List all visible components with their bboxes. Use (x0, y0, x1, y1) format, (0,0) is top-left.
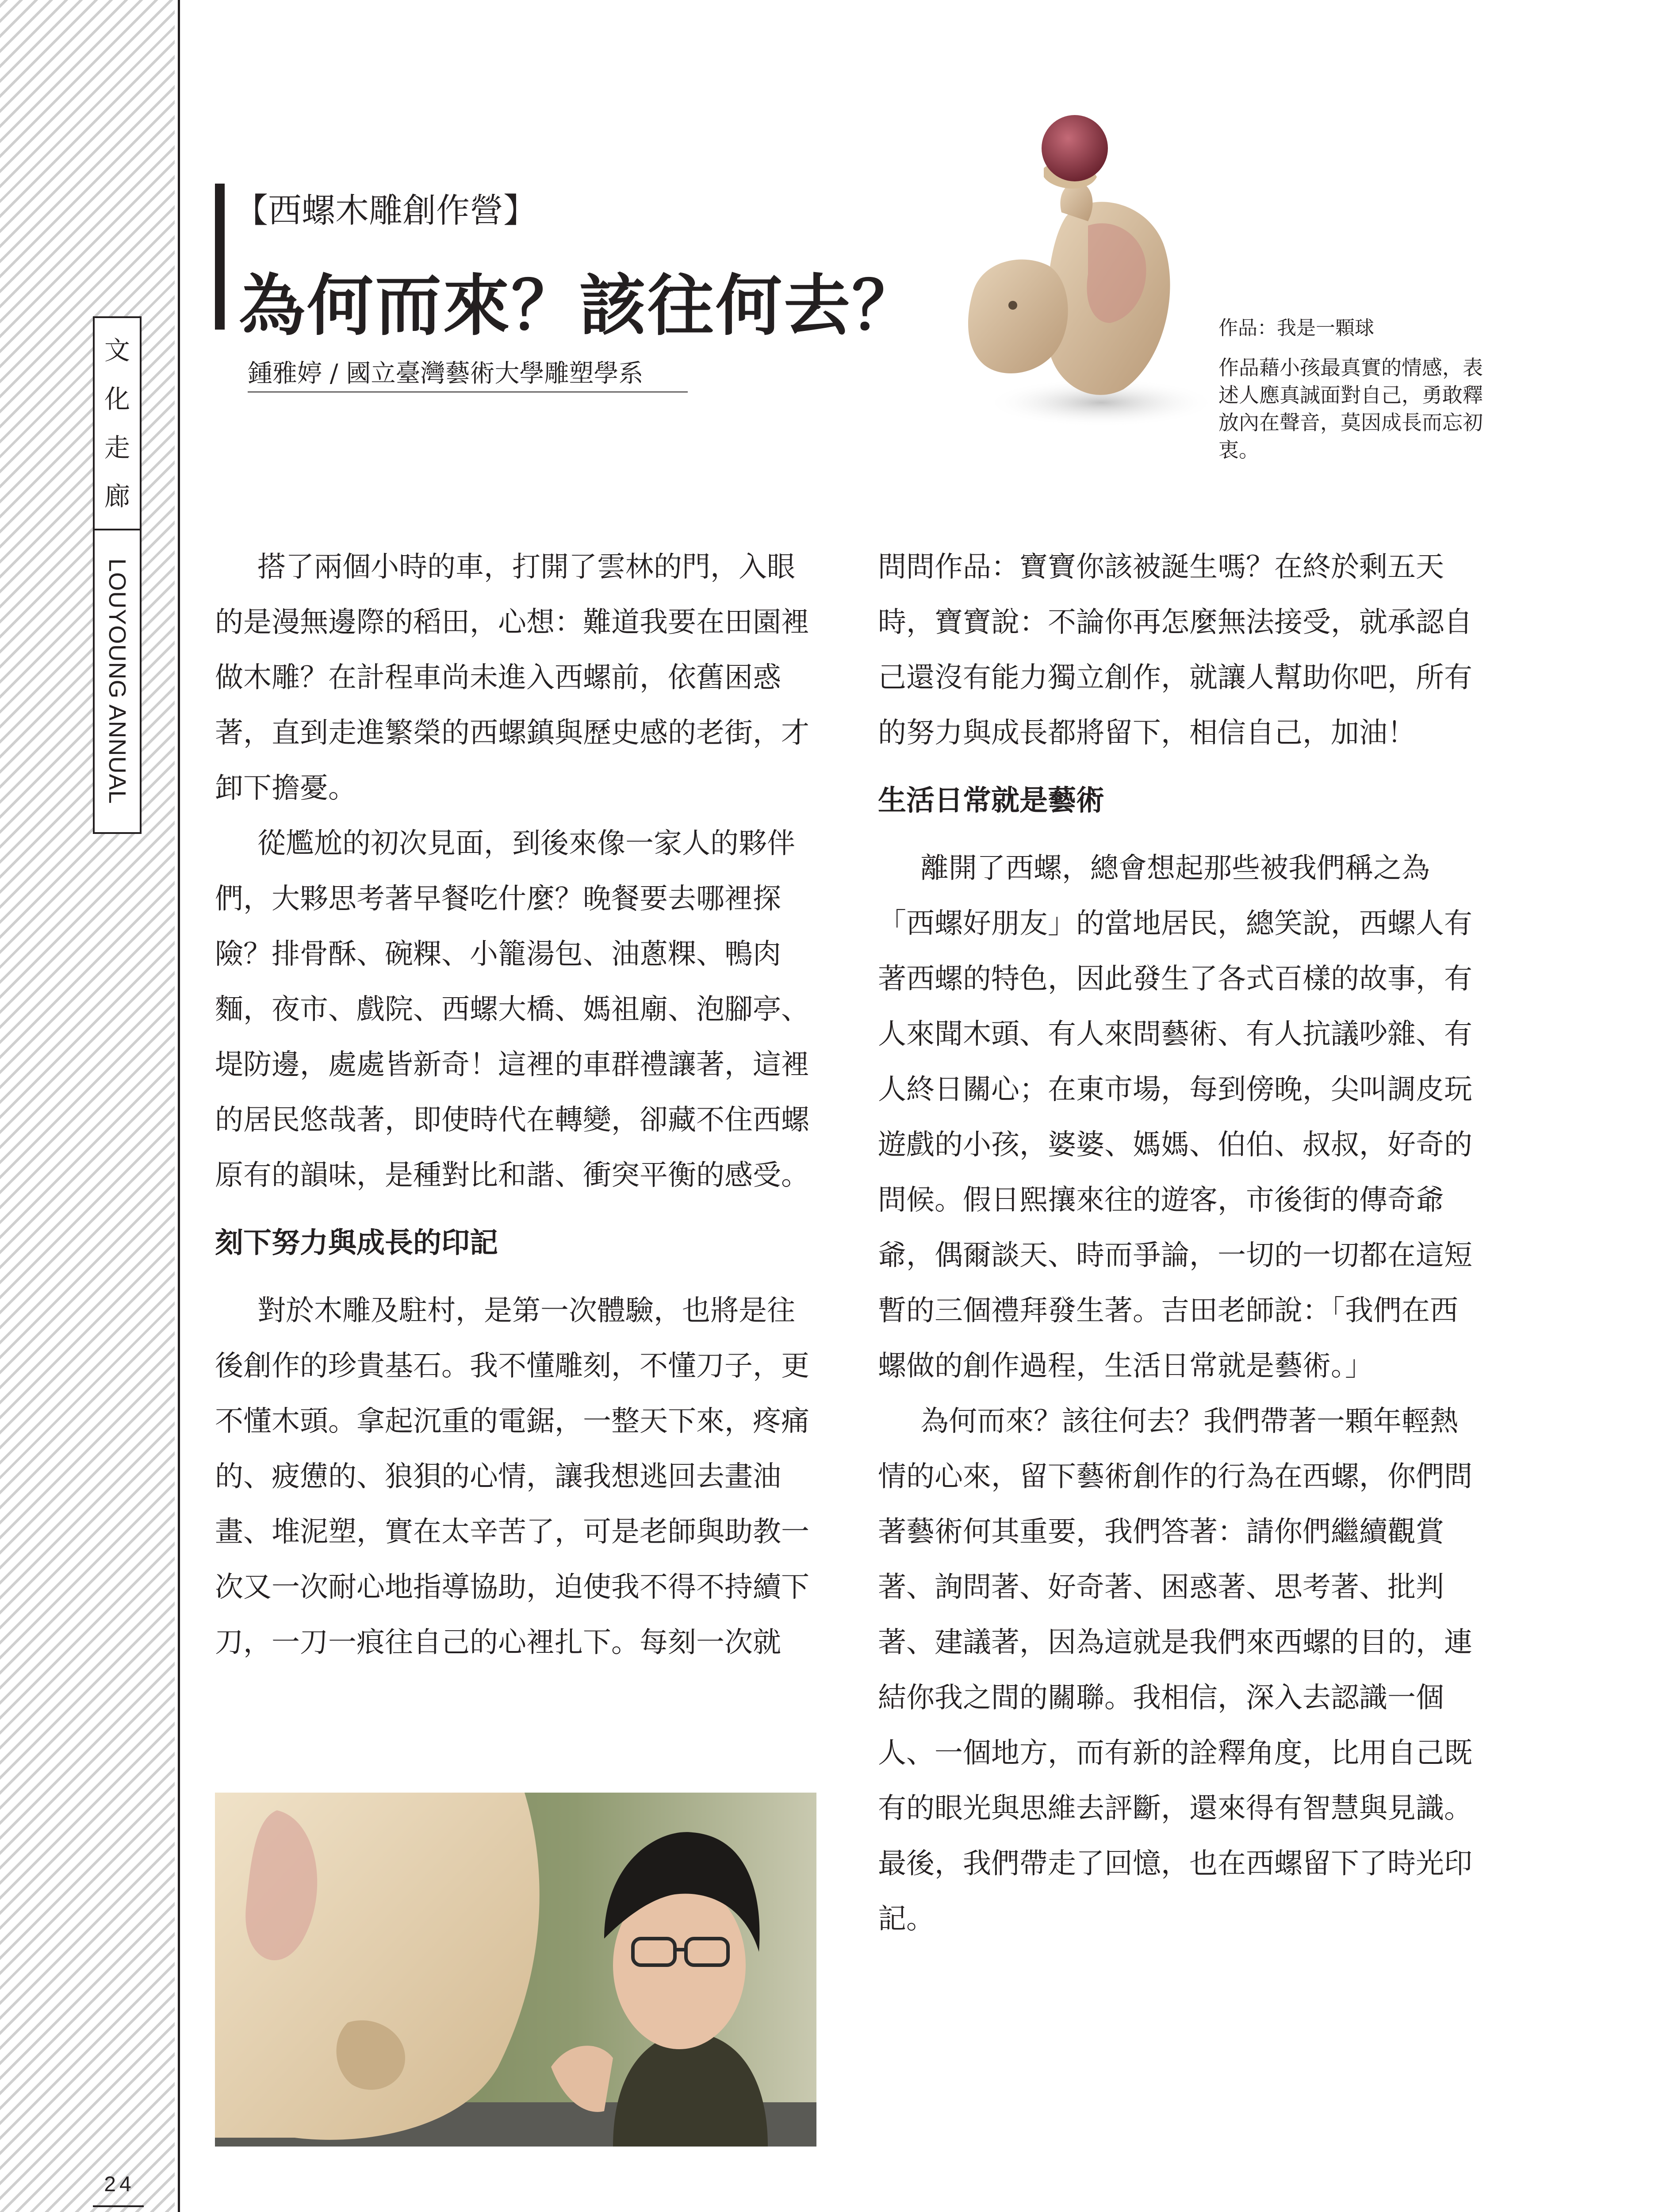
page-number-rule (93, 2205, 144, 2207)
section-label (93, 316, 142, 529)
paragraph: 對於木雕及駐村，是第一次體驗，也將是往後創作的珍貴基石。我不懂雕刻，不懂刀子，更不懂木頭。拿起沉重的電鋸，一整天下來，疼痛的、疲憊的、狼狽的心情，讓我想逃回去畫油畫、堆泥塑，實在太辛苦了，可是老師與助教一次又一次耐心地指導協助，迫使我不得不持續下刀，一刀一痕往自己的心裡扎下。每刻一次就 (215, 1294, 809, 1659)
annual-label-box (93, 529, 142, 834)
paragraph: 搭了兩個小時的車，打開了雲林的門，入眼的是漫無邊際的稻田，心想：難道我要在田園裡做木雕？在計程車尚未進入西螺前，依舊困惑著，直到走進繁榮的西螺鎮與歷史感的老街，才卸下擔憂。 (215, 551, 809, 805)
column-left (215, 540, 816, 1671)
article-kicker: 【西螺木雕創作營】 (234, 191, 537, 230)
section-char: 走 (104, 433, 130, 463)
section-heading: 生活日常就是藝術 (878, 784, 1104, 817)
decorative-stripe-margin (0, 0, 175, 2212)
section-char: 文 (104, 335, 130, 365)
section-char: 化 (104, 384, 130, 414)
caption-body: 作品藉小孩最真實的情感，表述人應真誠面對自己，勇敢釋放內在聲音，莫因成長而忘初衷。 (1218, 356, 1483, 462)
title-accent-bar (215, 184, 225, 330)
margin-rule (178, 0, 180, 2212)
annual-label: LOUYOUNG ANNUAL (104, 558, 130, 804)
paragraph: 為何而來？該往何去？我們帶著一顆年輕熱情的心來，留下藝術創作的行為在西螺，你們問著藝術何其重要，我們答著：請你們繼續觀賞著、詢問著、好奇著、困惑著、思考著、批判著、建議著，因為這就是我們來西螺的目的，連結你我之間的關聯。我相信，深入去認識一個人、一個地方，而有新的詮釋角度，比用自己既有的眼光與思維去評斷，還來得有智慧與見識。最後，我們帶走了回憶，也在西螺留下了時光印記。 (878, 1405, 1472, 1936)
section-heading: 刻下努力與成長的印記 (215, 1227, 498, 1260)
paragraph: 問問作品：寶寶你該被誕生嗎？在終於剩五天時，寶寶說：不論你再怎麼無法接受，就承認自己還沒有能力獨立創作，就讓人幫助你吧，所有的努力與成長都將留下，相信自己，加油！ (878, 551, 1472, 749)
caption-title: 作品：我是一顆球 (1218, 317, 1374, 339)
page-number: 24 (104, 2173, 135, 2196)
paragraph: 離開了西螺，總會想起那些被我們稱之為「西螺好朋友」的當地居民，總笑說，西螺人有著西螺的特色，因此發生了各式百樣的故事，有人來聞木頭、有人來問藝術、有人抗議吵雜、有人終日關心；在東市場，每到傍晚，尖叫調皮玩遊戲的小孩，婆婆、媽媽、伯伯、叔叔，好奇的問候。假日熙攘來往的遊客，市後街的傳奇爺爺，偶爾談天、時而爭論，一切的一切都在這短暫的三個禮拜發生著。吉田老師說：「我們在西螺做的創作過程，生活日常就是藝術。」 (878, 852, 1472, 1382)
article-byline: 鍾雅婷 / 國立臺灣藝術大學雕塑學系 (248, 359, 644, 388)
article-title: 為何而來？該往何去？ (239, 267, 920, 345)
sculpture-image (955, 115, 1221, 434)
carving-photo (215, 1793, 816, 2147)
column-right (878, 540, 1479, 1947)
paragraph: 從尷尬的初次見面，到後來像一家人的夥伴們，大夥思考著早餐吃什麼？晚餐要去哪裡探險？排骨酥、碗粿、小籠湯包、油蔥粿、鴨肉麵，夜市、戲院、西螺大橋、媽祖廟、泡腳亭、堤防邊，處處皆新奇！這裡的車群禮讓著，這裡的居民悠哉著，即使時代在轉變，卻藏不住西螺原有的韻味，是種對比和諧、衝突平衡的感受。 (215, 827, 809, 1192)
section-char: 廊 (104, 481, 130, 511)
